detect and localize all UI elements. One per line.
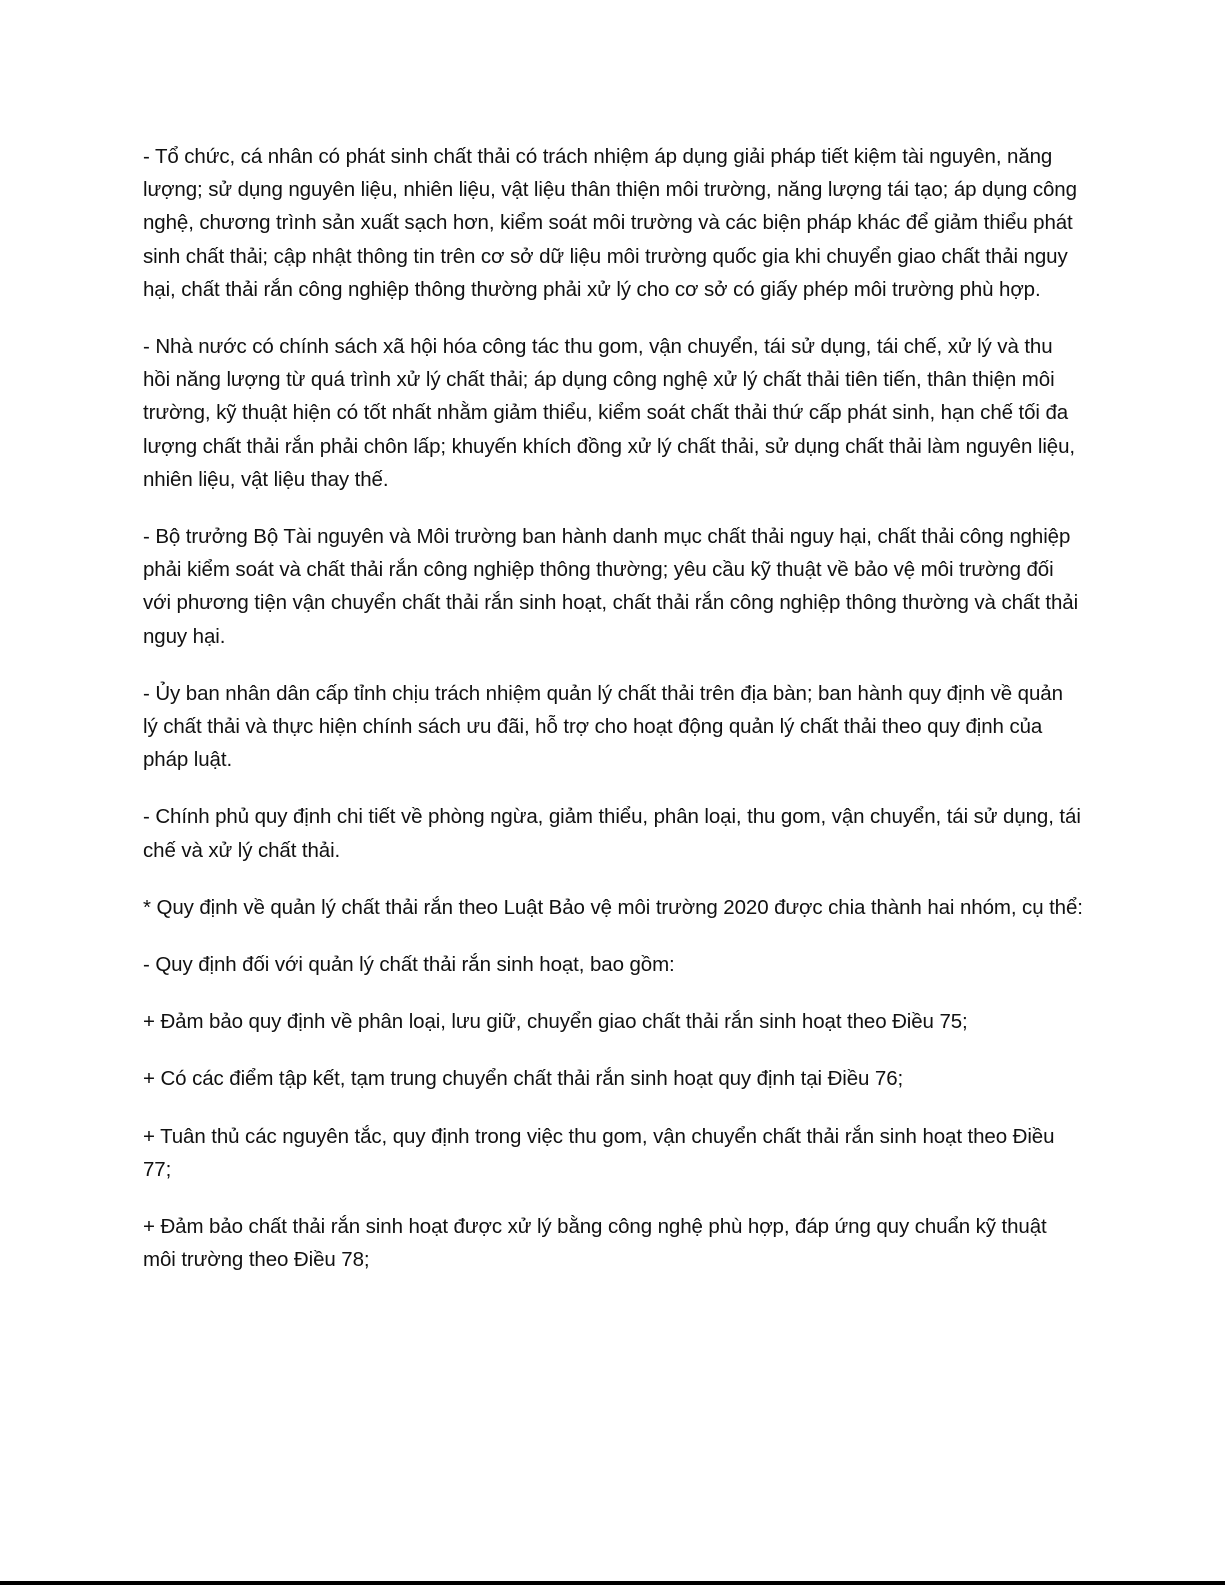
paragraph-article-77: + Tuân thủ các nguyên tắc, quy định trong việc thu gom, vận chuyển chất thải rắn sinh hoạt theo Điều 77; <box>143 1124 1055 1181</box>
paragraph-domestic-waste-intro: - Quy định đối với quản lý chất thải rắn sinh hoạt, bao gồm: <box>143 953 675 977</box>
paragraph-government-regulation: - Chính phủ quy định chi tiết về phòng ngừa, giảm thiểu, phân loại, thu gom, vận chuyển, tái sử dụng, tái chế và xử lý chất thải. <box>143 805 1081 862</box>
paragraph-provincial-committee: - Ủy ban nhân dân cấp tỉnh chịu trách nhiệm quản lý chất thải trên địa bàn; ban hành quy định về quản lý chất thải và thực hiện chính sách ưu đãi, hỗ trợ cho hoạt động quản lý chất thải theo quy định của pháp luật. <box>143 681 1063 772</box>
paragraph-article-75: + Đảm bảo quy định về phân loại, lưu giữ, chuyển giao chất thải rắn sinh hoạt theo Điều 75; <box>143 1010 968 1034</box>
document-body <box>143 140 1083 1300</box>
paragraph-minister-duties: - Bộ trưởng Bộ Tài nguyên và Môi trường ban hành danh mục chất thải nguy hại, chất thải công nghiệp phải kiểm soát và chất thải rắn công nghiệp thông thường; yêu cầu kỹ thuật về bảo vệ môi trường đối với phương tiện vận chuyển chất thải rắn sinh hoạt, chất thải rắn công nghiệp thông thường và chất thải nguy hại. <box>143 525 1079 648</box>
paragraph-organization-responsibility: - Tổ chức, cá nhân có phát sinh chất thải có trách nhiệm áp dụng giải pháp tiết kiệm tài nguyên, năng lượng; sử dụng nguyên liệu, nhiên liệu, vật liệu thân thiện môi trường, năng lượng tái tạo; áp dụng công nghệ, chương trình sản xuất sạch hơn, kiểm soát môi trường và các biện pháp khác để giảm thiểu phát sinh chất thải; cập nhật thông tin trên cơ sở dữ liệu môi trường quốc gia khi chuyển giao chất thải nguy hại, chất thải rắn công nghiệp thông thường phải xử lý cho cơ sở có giấy phép môi trường phù hợp. <box>143 145 1077 301</box>
paragraph-article-78: + Đảm bảo chất thải rắn sinh hoạt được xử lý bằng công nghệ phù hợp, đáp ứng quy chuẩn kỹ thuật môi trường theo Điều 78; <box>143 1215 1047 1272</box>
paragraph-state-policy: - Nhà nước có chính sách xã hội hóa công tác thu gom, vận chuyển, tái sử dụng, tái chế, xử lý và thu hồi năng lượng từ quá trình xử lý chất thải; áp dụng công nghệ xử lý chất thải tiên tiến, thân thiện môi trường, kỹ thuật hiện có tốt nhất nhằm giảm thiểu, kiểm soát chất thải thứ cấp phát sinh, hạn chế tối đa lượng chất thải rắn phải chôn lấp; khuyến khích đồng xử lý chất thải, sử dụng chất thải làm nguyên liệu, nhiên liệu, vật liệu thay thế. <box>143 335 1075 491</box>
page-bottom-border <box>0 1581 1225 1585</box>
paragraph-solid-waste-groups: * Quy định về quản lý chất thải rắn theo Luật Bảo vệ môi trường 2020 được chia thành hai nhóm, cụ thể: <box>143 895 1083 919</box>
paragraph-article-76: + Có các điểm tập kết, tạm trung chuyển chất thải rắn sinh hoạt quy định tại Điều 76; <box>143 1067 904 1091</box>
